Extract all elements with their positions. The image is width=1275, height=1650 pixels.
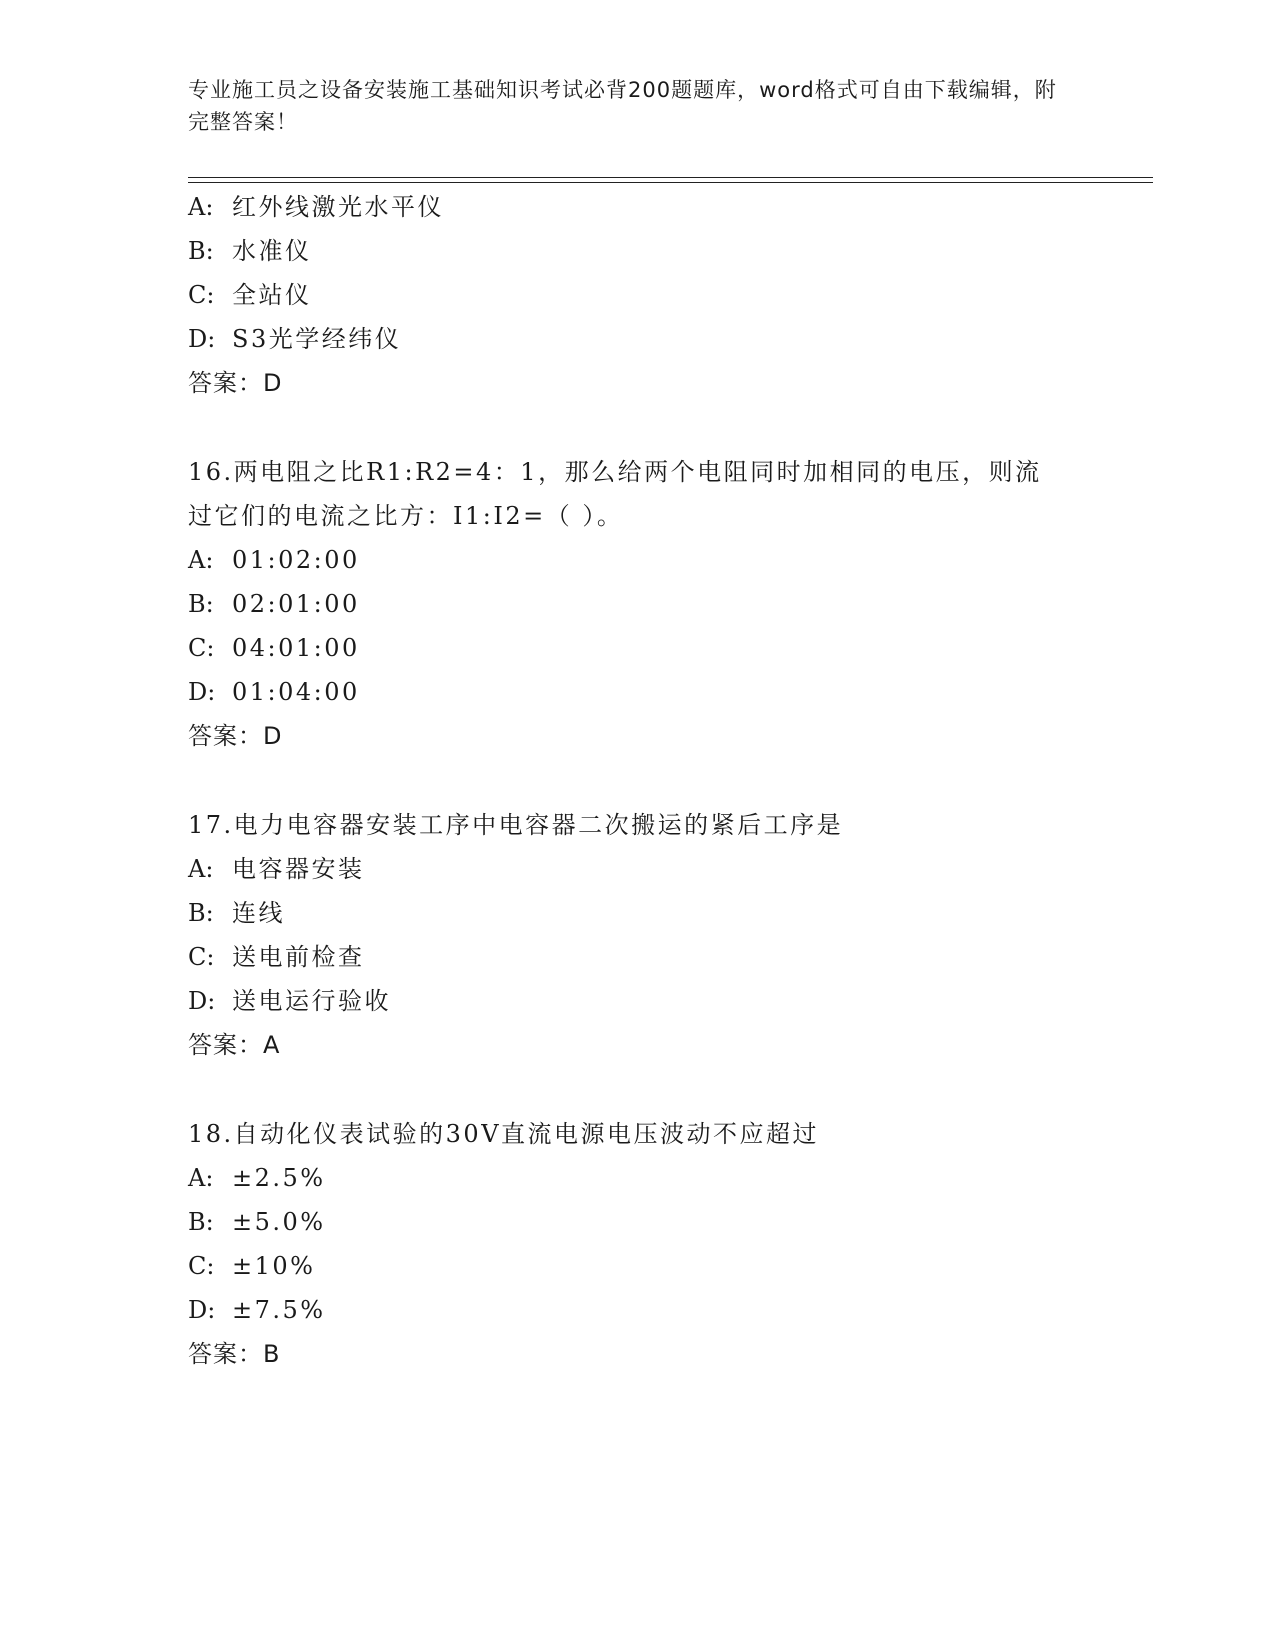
q16-answer: 答案：D: [188, 722, 283, 750]
option-text: 01:02:00: [232, 546, 360, 574]
option-letter: A:: [188, 1164, 214, 1192]
option-text: S3光学经纬仪: [232, 325, 402, 353]
q16-option-a: [188, 545, 360, 575]
q17-answer: 答案：A: [188, 1031, 281, 1059]
q15-option-b: [188, 236, 312, 266]
option-letter: C:: [188, 281, 215, 309]
q17-option-b: [188, 898, 285, 928]
q18-option-d: [188, 1295, 326, 1325]
option-text: ±10%: [232, 1252, 316, 1280]
q18-option-b: [188, 1207, 326, 1237]
option-letter: D:: [188, 1296, 216, 1324]
q16-stem-line1: 16.两电阻之比R1:R2=4：1，那么给两个电阻同时加相同的电压，则流: [188, 458, 1042, 486]
q17-option-a: [188, 854, 365, 884]
q16-option-c: [188, 633, 360, 663]
option-letter: B:: [188, 899, 214, 927]
option-letter: D:: [188, 325, 216, 353]
option-text: ±5.0%: [232, 1208, 326, 1236]
option-text: 红外线激光水平仪: [232, 193, 444, 221]
option-letter: C:: [188, 943, 215, 971]
q16-option-b: [188, 589, 360, 619]
option-text: 送电前检查: [232, 943, 365, 971]
q15-option-d: [188, 324, 401, 354]
option-letter: D:: [188, 678, 216, 706]
q15-option-a: [188, 192, 444, 222]
option-text: ±2.5%: [232, 1164, 326, 1192]
header-divider-bottom: [188, 182, 1153, 183]
option-letter: B:: [188, 590, 214, 618]
option-letter: C:: [188, 1252, 215, 1280]
option-letter: A:: [188, 193, 214, 221]
option-text: 01:04:00: [232, 678, 360, 706]
option-text: ±7.5%: [232, 1296, 326, 1324]
q15-option-c: [188, 280, 312, 310]
option-letter: B:: [188, 237, 214, 265]
option-text: 连线: [232, 899, 285, 927]
option-letter: A:: [188, 546, 214, 574]
q18-option-a: [188, 1163, 326, 1193]
q16-option-d: [188, 677, 360, 707]
option-text: 水准仪: [232, 237, 312, 265]
q18-answer: 答案：B: [188, 1340, 281, 1368]
document-title: 专业施工员之设备安装施工基础知识考试必背200题题库，word格式可自由下载编辑，附完整答案！: [188, 78, 1057, 134]
option-letter: A:: [188, 855, 214, 883]
q17-option-d: [188, 986, 391, 1016]
q17-option-c: [188, 942, 365, 972]
header-divider-top: [188, 177, 1153, 178]
q18-option-c: [188, 1251, 315, 1281]
option-letter: D:: [188, 987, 216, 1015]
option-letter: C:: [188, 634, 215, 662]
option-text: 电容器安装: [232, 855, 365, 883]
option-text: 全站仪: [232, 281, 312, 309]
q18-stem-line1: 18.自动化仪表试验的30V直流电源电压波动不应超过: [188, 1120, 820, 1148]
option-text: 送电运行验收: [232, 987, 391, 1015]
option-text: 02:01:00: [232, 590, 360, 618]
q16-stem-line2: 过它们的电流之比方：I1:I2=（ ）。: [188, 502, 624, 530]
option-text: 04:01:00: [232, 634, 360, 662]
q15-answer: 答案：D: [188, 369, 283, 397]
q17-stem-line1: 17.电力电容器安装工序中电容器二次搬运的紧后工序是: [188, 811, 844, 839]
option-letter: B:: [188, 1208, 214, 1236]
